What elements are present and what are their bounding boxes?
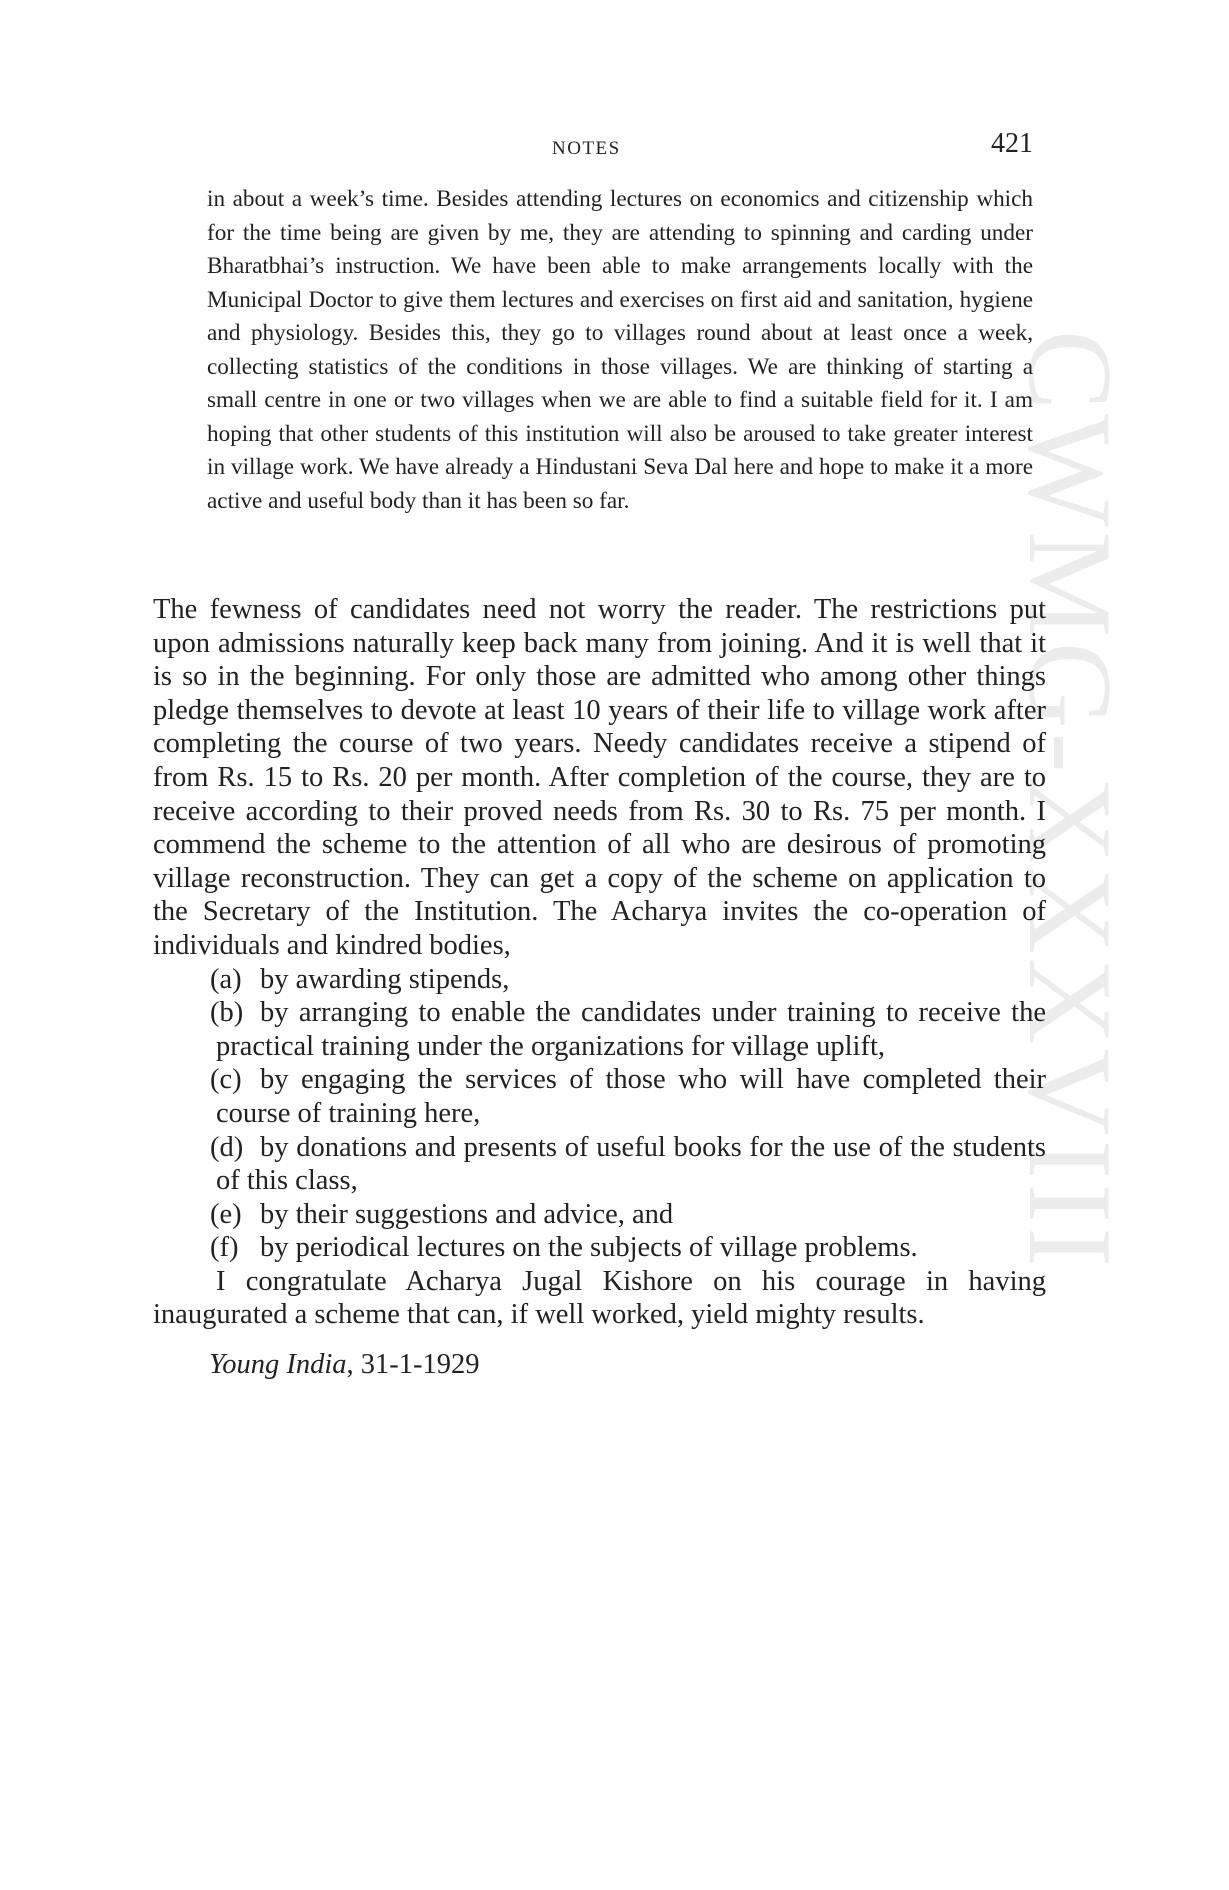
block-quote: in about a week’s time. Besides attending lectures on economics and citizenship which for the time being are given by me, they are attending to spinning and carding under Bharatbhai’s instruction. We have been able to make arrangements locally with the Municipal Doctor to give them lectures and exercises on first aid and sanitation, hygiene and physiology. Besides this, they go to villages round about at least once a week, collecting statistics of the conditions in those villages. We are thinking of starting a small centre in one or two villages when we are able to find a suitable field for it. I am hoping that other students of this institution will also be aroused to take greater interest in village work. We have already a Hindustani Seva Dal here and hope to make it a more active and useful body than it has been so far. <box>207 186 1033 514</box>
list-item <box>153 1231 1046 1265</box>
list-marker: (c) <box>210 1064 242 1096</box>
main-paragraph: The fewness of candidates need not worry the reader. The restrictions put upon admissions naturally keep back many from joining. And it is well that it is so in the beginning. For only those are admitted who among other things pledge themselves to devote at least 10 years of their life to village work after completing the course of two years. Needy candidates receive a stipend of from Rs. 15 to Rs. 20 per month. After completion of the course, they are to receive according to their proved needs from Rs. 30 to Rs. 75 per month. I commend the scheme to the attention of all who are desirous of promoting village reconstruction. They can get a copy of the scheme on application to the Secretary of the Institution. The Acharya invites the co-operation of individuals and kindred bodies, <box>153 594 1046 961</box>
list-item-text: by periodical lectures on the subjects of village problems. <box>260 1232 918 1264</box>
list-item <box>153 996 1046 1063</box>
page-number: 421 <box>991 128 1033 159</box>
list-marker: (b) <box>210 997 244 1029</box>
watermark: CWMG-XXXVIII <box>1004 330 1137 1272</box>
running-header: NOTES <box>552 138 621 159</box>
source-publication: Young India <box>209 1349 347 1381</box>
list-item <box>153 1198 1046 1232</box>
list-item-text: by their suggestions and advice, and <box>260 1198 674 1230</box>
list-item-text: by awarding stipends, <box>260 963 510 995</box>
list-item <box>153 1131 1046 1198</box>
list-item <box>153 963 1046 997</box>
list-marker: (d) <box>210 1131 244 1163</box>
list-marker: (e) <box>210 1198 242 1230</box>
list-marker: (f) <box>210 1232 239 1264</box>
main-text <box>153 593 1046 1382</box>
list-item <box>153 1063 1046 1130</box>
source-date: , 31-1-1929 <box>346 1349 480 1381</box>
cooperation-list <box>153 963 1046 1265</box>
source-citation <box>153 1348 1046 1382</box>
list-marker: (a) <box>210 963 242 995</box>
list-item-text: by arranging to enable the candidates under training to receive the practical training under the organizations for village uplift, <box>216 997 1046 1062</box>
list-item-text: by engaging the services of those who will have completed their course of training here, <box>216 1064 1046 1129</box>
list-item-text: by donations and presents of useful books for the use of the students of this class, <box>216 1131 1046 1197</box>
closing-paragraph: I congratulate Acharya Jugal Kishore on his courage in having inaugurated a scheme that can, if well worked, yield mighty results. <box>153 1265 1046 1331</box>
